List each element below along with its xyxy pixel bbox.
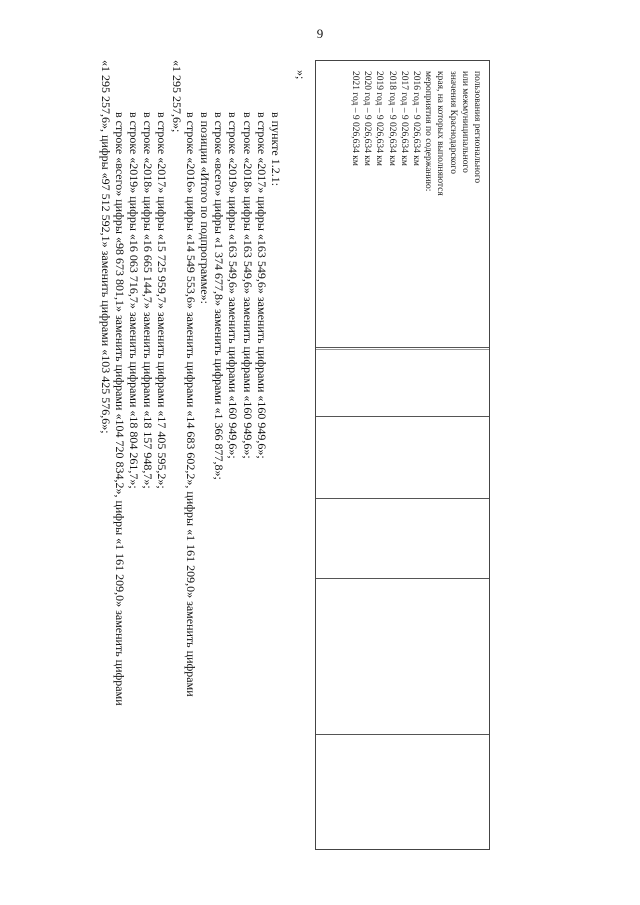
- table-column-divider: [316, 578, 489, 579]
- table-fragment: [315, 60, 490, 850]
- table-cell-line: 2018 год – 9 026,634 км: [386, 71, 397, 166]
- amendment-line: в строке «2017» цифры «163 549,6» заменить цифрами «160 949,6»;: [254, 112, 269, 459]
- table-column-divider: [316, 498, 489, 499]
- table-cell-line: 2021 год – 9 026,634 км: [349, 71, 360, 166]
- table-cell-line: или межмуниципального: [459, 71, 470, 173]
- amendment-line: в позиции «Итого по подпрограмме»:: [197, 112, 212, 305]
- table-cell-line: 2017 год – 9 026,634 км: [398, 71, 409, 166]
- amendment-line: в строке «всего» цифры «1 374 677,8» заменить цифрами «1 366 877,8»;: [212, 112, 227, 480]
- amendment-line: в строке «2018» цифры «16 665 144,7» заменить цифрами «18 157 948,7»;: [141, 112, 156, 489]
- amendment-line: в строке «всего» цифры «98 673 801,1» заменить цифрами «104 720 834,2», цифры «1 161 209,0» заменить цифрами: [112, 112, 127, 706]
- table-closing-quote: »;: [294, 70, 308, 80]
- table-column-divider: [316, 416, 489, 417]
- amendment-list: [98, 60, 283, 840]
- table-cell-line: пользования регионального: [472, 71, 482, 184]
- table-cell-line: 2016 год – 9 026,634 км: [410, 71, 421, 166]
- table-cell-line: 2019 год – 9 026,634 км: [374, 71, 385, 166]
- page-number: 9: [316, 26, 324, 41]
- table-column-divider: [316, 734, 489, 735]
- amendment-line: в строке «2016» цифры «14 549 553,6» заменить цифрами «14 683 602,2», цифры «1 161 209,0» заменить цифрами: [183, 112, 198, 697]
- table-column-divider: [316, 347, 489, 348]
- table-column-divider: [316, 349, 489, 350]
- amendment-line: в строке «2019» цифры «163 549,6» заменить цифрами «160 949,6»;: [226, 112, 241, 459]
- amendment-line: «1 295 257,6»;: [169, 60, 184, 133]
- amendment-line: в строке «2017» цифры «15 725 959,7» заменить цифрами «17 405 595,2»;: [155, 112, 170, 489]
- table-cell-line: 2020 год – 9 026,634 км: [362, 71, 373, 166]
- table-cell-line: значения Краснодарского: [447, 71, 458, 174]
- table-cell-description: [349, 71, 483, 321]
- table-cell-line: мероприятия по содержанию:: [423, 71, 434, 192]
- amendment-line: в пункте 1.2.1:: [269, 112, 283, 187]
- rotated-sheet: [90, 60, 530, 850]
- amendment-line: в строке «2019» цифры «16 063 716,7» заменить цифрами «18 804 261,7»;: [126, 112, 141, 489]
- amendment-line: в строке «2018» цифры «163 549,6» заменить цифрами «160 949,6»;: [240, 112, 255, 459]
- table-cell-line: края, на которых выполняются: [435, 71, 446, 196]
- amendment-line: «1 295 257,6», цифры «97 512 592,1» заменить цифрами «103 425 576,6»;: [98, 60, 113, 434]
